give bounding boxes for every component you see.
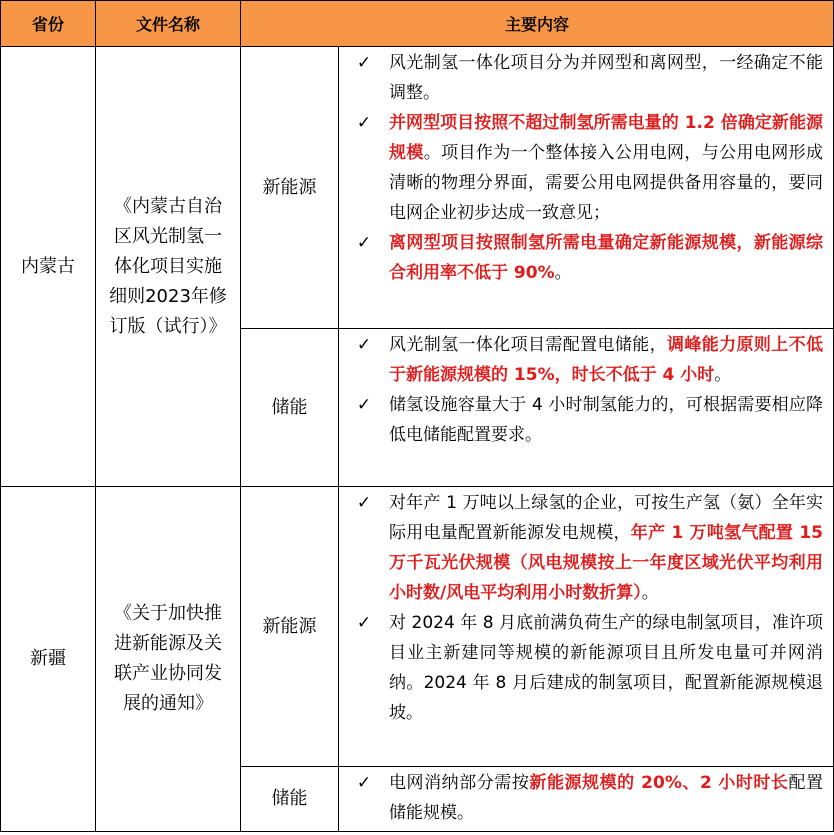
list-item bbox=[339, 488, 833, 608]
item-text: 风光制氢一体化项目需配置电储能，调峰能力原则上不低于新能源规模的 15%，时长不低于 4 小时。 bbox=[389, 335, 824, 385]
list-item bbox=[339, 108, 833, 228]
list-item bbox=[339, 48, 833, 108]
check-icon: ✓ bbox=[356, 493, 372, 513]
list-item bbox=[339, 390, 833, 450]
list-item bbox=[339, 608, 833, 728]
table-row bbox=[1, 47, 834, 329]
header-main-content: 主要内容 bbox=[241, 1, 834, 47]
province-cell: 新疆 bbox=[1, 487, 96, 832]
file-name-cell: 《关于加快推进新能源及关联产业协同发展的通知》 bbox=[96, 487, 241, 832]
check-icon: ✓ bbox=[356, 395, 372, 415]
item-text: 储氢设施容量大于 4 小时制氢能力的，可根据需要相应降低电储能配置要求。 bbox=[389, 395, 824, 445]
category-cell: 储能 bbox=[241, 329, 339, 487]
content-cell bbox=[339, 767, 834, 832]
check-icon: ✓ bbox=[356, 773, 372, 793]
check-icon: ✓ bbox=[356, 613, 372, 633]
content-cell bbox=[339, 329, 834, 487]
list-item bbox=[339, 768, 833, 828]
list-item bbox=[339, 330, 833, 390]
item-text: 并网型项目按照不超过制氢所需电量的 1.2 倍确定新能源规模。项目作为一个整体接入公用电网，与公用电网形成清晰的物理分界面，需要公用电网提供备用容量的，要同电网企业初步达成一致意见； bbox=[389, 113, 824, 223]
check-icon: ✓ bbox=[356, 53, 372, 73]
province-cell: 内蒙古 bbox=[1, 47, 96, 487]
item-text: 对年产 1 万吨以上绿氢的企业，可按生产氢（氨）全年实际用电量配置新能源发电规模，年产 1 万吨氢气配置 15 万千瓦光伏规模（风电规模按上一年度区域光伏平均利用小时数/风电平均利用小时数折算）。 bbox=[389, 493, 824, 603]
content-cell bbox=[339, 47, 834, 329]
header-file-name: 文件名称 bbox=[96, 1, 241, 47]
check-icon: ✓ bbox=[356, 335, 372, 355]
check-icon: ✓ bbox=[356, 113, 372, 133]
item-text: 离网型项目按照制氢所需电量确定新能源规模，新能源综合利用率不低于 90%。 bbox=[389, 233, 824, 283]
category-cell: 新能源 bbox=[241, 47, 339, 329]
list-item bbox=[339, 228, 833, 288]
item-text: 风光制氢一体化项目分为并网型和离网型，一经确定不能调整。 bbox=[389, 53, 824, 103]
item-text: 电网消纳部分需按新能源规模的 20%、2 小时时长配置储能规模。 bbox=[389, 773, 824, 823]
item-text: 对 2024 年 8 月底前满负荷生产的绿电制氢项目，准许项目业主新建同等规模的新能源项目且所发电量可并网消纳。2024 年 8 月后建成的制氢项目，配置新能源规模退坡。 bbox=[389, 613, 824, 723]
file-name-cell: 《内蒙古自治区风光制氢一体化项目实施细则2023年修订版（试行）》 bbox=[96, 47, 241, 487]
header-province: 省份 bbox=[1, 1, 96, 47]
table-row bbox=[1, 487, 834, 767]
header-row bbox=[1, 1, 834, 47]
content-cell bbox=[339, 487, 834, 767]
check-icon: ✓ bbox=[356, 233, 372, 253]
category-cell: 新能源 bbox=[241, 487, 339, 767]
category-cell: 储能 bbox=[241, 767, 339, 832]
